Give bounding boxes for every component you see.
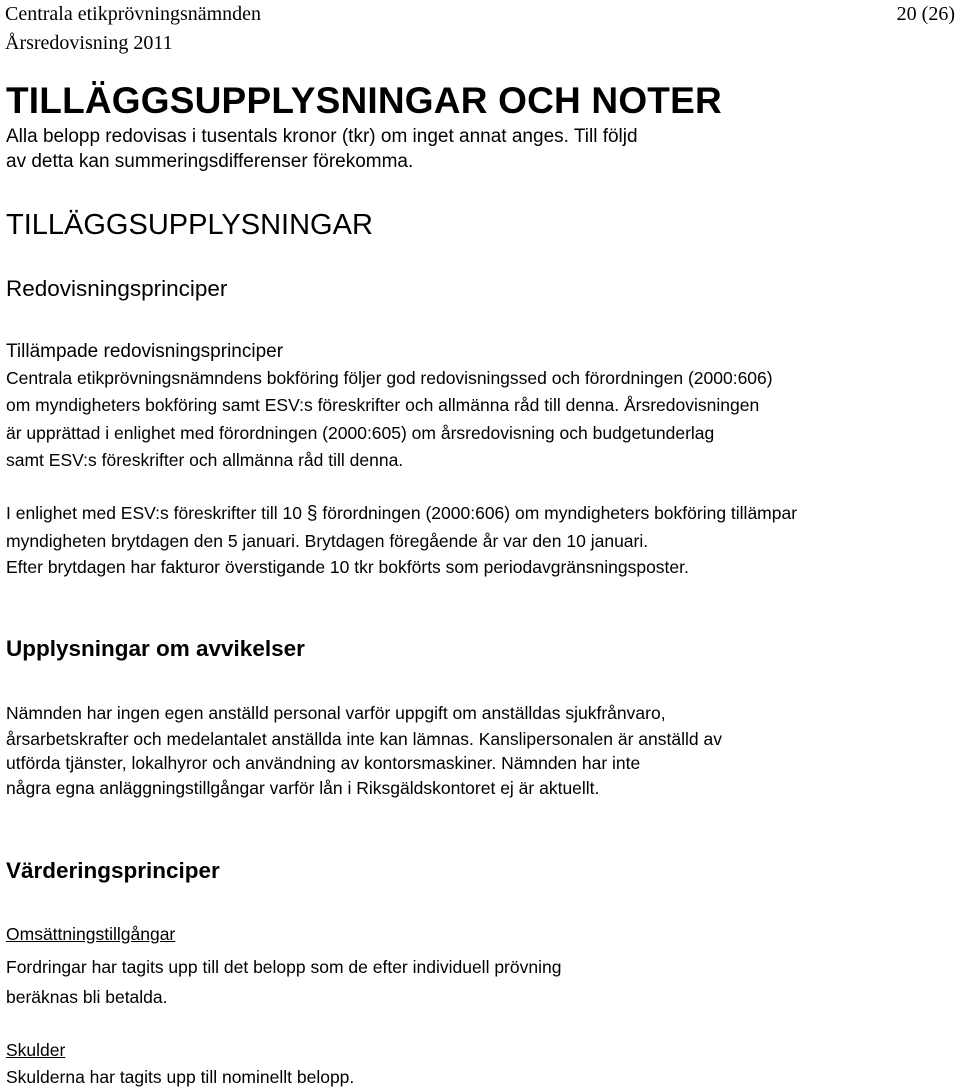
tillampade-subheading: Tillämpade redovisningsprinciper [6,341,284,362]
header-org: Centrala etikprövningsnämnden [5,3,262,25]
paragraph-line: beräknas bli betalda. [6,987,168,1007]
section-title: TILLÄGGSUPPLYSNINGAR [6,209,373,241]
paragraph-line: Efter brytdagen har fakturor överstigande 10 tkr bokförts som periodavgränsningsposter. [6,557,689,577]
redovisningsprinciper-heading: Redovisningsprinciper [6,276,228,301]
intro-line: Alla belopp redovisas i tusentals kronor (tkr) om inget annat anges. Till följd [6,126,638,147]
page-number: 20 (26) [896,3,955,25]
paragraph-line: Nämnden har ingen egen anställd personal varför uppgift om anställdas sjukfrånvaro, [6,703,666,723]
paragraph-line: årsarbetskrafter och medelantalet anställda inte kan lämnas. Kanslipersonalen är anställd av [6,729,722,749]
intro-line: av detta kan summeringsdifferenser förekomma. [6,151,414,172]
paragraph-line: Skulderna har tagits upp till nominellt belopp. [6,1067,355,1087]
paragraph-line: utförda tjänster, lokalhyror och användning av kontorsmaskiner. Nämnden har inte [6,753,641,773]
paragraph-line: myndigheten brytdagen den 5 januari. Brytdagen föregående år var den 10 januari. [6,531,649,551]
paragraph-line: några egna anläggningstillgångar varför lån i Riksgäldskontoret ej är aktuellt. [6,778,600,798]
header-subtitle: Årsredovisning 2011 [5,32,173,54]
paragraph-line: Fordringar har tagits upp till det belopp som de efter individuell prövning [6,957,562,977]
main-title: TILLÄGGSUPPLYSNINGAR OCH NOTER [6,80,722,121]
paragraph-fragment: förordningen (2000:606) om myndigheters bokföring tillämpar [322,503,798,523]
paragraph-line: om myndigheters bokföring samt ESV:s föreskrifter och allmänna råd till denna. Årsredovisningen [6,395,760,415]
paragraph-line: är upprättad i enlighet med förordningen (2000:605) om årsredovisning och budgetunderlag [6,423,715,443]
paragraph-line: Centrala etikprövningsnämndens bokföring följer god redovisningssed och förordningen (2000:606) [6,368,773,388]
paragraph-line: samt ESV:s föreskrifter och allmänna råd till denna. [6,450,404,470]
avvikelser-heading: Upplysningar om avvikelser [6,636,305,661]
skulder-heading: Skulder [6,1040,66,1060]
paragraph-line [6,503,797,525]
omsattningstillgangar-heading: Omsättningstillgångar [6,924,176,944]
section-sign: § [306,503,318,524]
paragraph-fragment: I enlighet med ESV:s föreskrifter till 10 [6,503,303,523]
varderingsprinciper-heading: Värderingsprinciper [6,858,220,883]
